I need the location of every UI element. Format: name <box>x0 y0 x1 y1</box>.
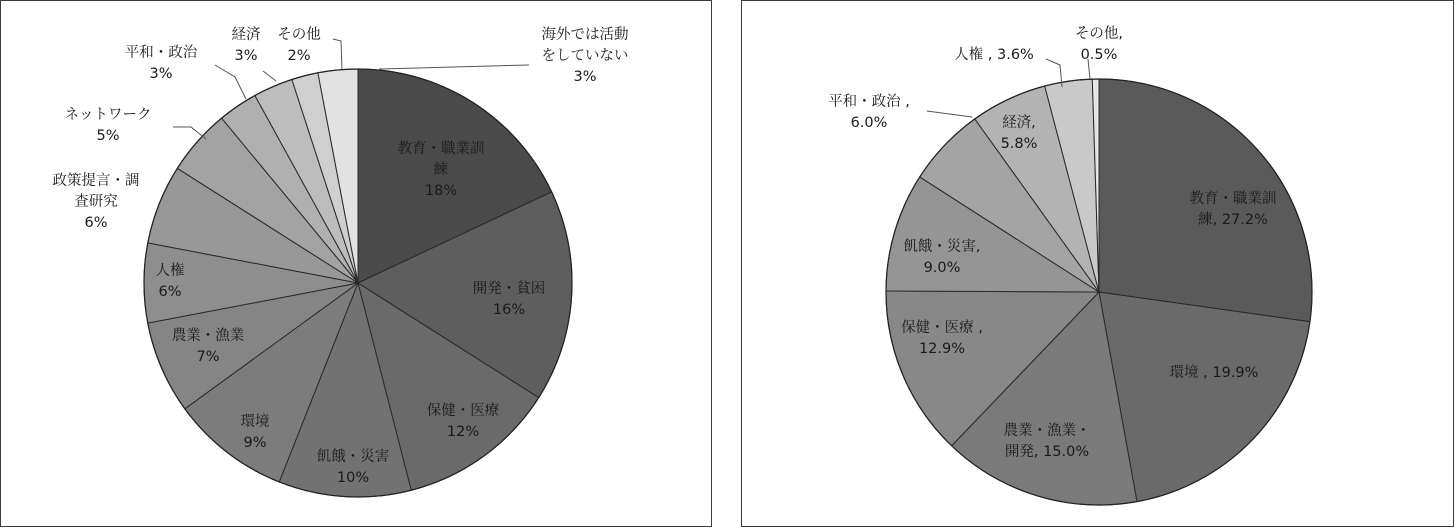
right-pie-label-9 <box>1075 25 1123 63</box>
right-pie-label-line: 飢餓・災害, <box>903 239 981 255</box>
left-pie-label-line: 経済 <box>231 27 261 43</box>
right-pie-leader-line-6 <box>927 111 972 117</box>
pie-chart-left <box>1 1 713 528</box>
right-pie-label-line: 平和・政治 , <box>828 94 910 110</box>
right-pie-label-line: 6.0% <box>850 115 888 132</box>
left-pie-label-line: 5% <box>96 128 120 145</box>
right-pie-label-line: 環境 , 19.9% <box>1169 365 1259 381</box>
left-pie-label-11 <box>232 26 261 64</box>
left-pie-label-12 <box>277 26 321 64</box>
right-pie-slices <box>886 79 1312 505</box>
left-pie-label-line: 政策提言・調 <box>52 173 140 189</box>
left-pie-label-line: 飢餓・災害 <box>316 449 390 465</box>
left-pie-label-line: 海外では活動 <box>541 27 629 43</box>
right-pie-label-line: 開発, 15.0% <box>1004 444 1090 461</box>
left-pie-leader-line-11 <box>263 71 276 81</box>
left-pie-label-line: 環境 <box>240 414 270 430</box>
left-pie-label-line: 人権 <box>155 263 185 279</box>
left-pie-label-line: 9% <box>243 435 267 452</box>
right-pie-label-2 <box>1170 364 1259 381</box>
left-pie-leader-line-12 <box>333 39 342 69</box>
left-pie-label-line: 練 <box>433 162 449 179</box>
left-pie-label-8 <box>53 171 140 231</box>
right-pie-label-line: その他, <box>1074 26 1124 42</box>
left-pie-label-line: をしていない <box>541 48 629 65</box>
chart-panel-left <box>0 0 712 527</box>
left-pie-label-line: その他 <box>277 27 321 43</box>
left-pie-label-line: 3% <box>234 48 258 65</box>
left-pie-label-line: ネットワーク <box>64 107 152 123</box>
left-pie-label-13 <box>542 26 629 85</box>
right-pie-label-line: 人権 , 3.6% <box>954 47 1034 63</box>
left-pie-label-9 <box>65 106 152 144</box>
left-pie-label-line: 教育・職業訓 <box>397 141 485 157</box>
left-pie-label-line: 3% <box>573 69 597 86</box>
right-pie-label-line: 5.8% <box>1000 136 1038 153</box>
right-pie-label-line: 経済, <box>1002 115 1036 131</box>
right-pie-label-line: 0.5% <box>1080 47 1118 64</box>
left-pie-label-line: 保健・医療 <box>426 403 500 419</box>
right-pie-label-line: 農業・漁業・ <box>1003 423 1091 439</box>
left-pie-label-line: 6% <box>84 215 108 232</box>
left-pie-label-line: 7% <box>196 349 220 366</box>
left-pie-label-line: 6% <box>158 284 182 301</box>
left-pie-label-line: 開発・貧困 <box>472 281 546 297</box>
right-pie-label-line: 12.9% <box>918 341 966 358</box>
right-pie-label-line: 教育・職業訓 <box>1189 191 1277 207</box>
left-pie-label-line: 農業・漁業 <box>171 328 245 344</box>
right-pie-label-line: 保健・医療 , <box>901 320 983 336</box>
left-pie-label-line: 平和・政治 <box>124 45 198 61</box>
right-pie-label-8 <box>954 46 1034 63</box>
left-pie-label-line: 査研究 <box>74 194 118 211</box>
right-pie-label-line: 9.0% <box>923 260 961 277</box>
left-pie-label-line: 16% <box>492 302 526 319</box>
left-pie-label-line: 10% <box>336 470 370 487</box>
left-pie-label-line: 2% <box>287 48 311 65</box>
right-pie-label-6 <box>828 93 910 131</box>
left-pie-label-line: 12% <box>446 424 480 441</box>
left-pie-label-line: 18% <box>424 183 458 200</box>
left-pie-label-10 <box>125 44 198 82</box>
left-pie-label-line: 3% <box>149 66 173 83</box>
chart-panel-right <box>741 0 1454 527</box>
pie-chart-right <box>742 1 1454 528</box>
right-pie-label-line: 練, 27.2% <box>1198 212 1268 229</box>
left-pie-leader-line-13 <box>379 65 529 69</box>
left-pie-leader-line-10 <box>215 65 246 99</box>
